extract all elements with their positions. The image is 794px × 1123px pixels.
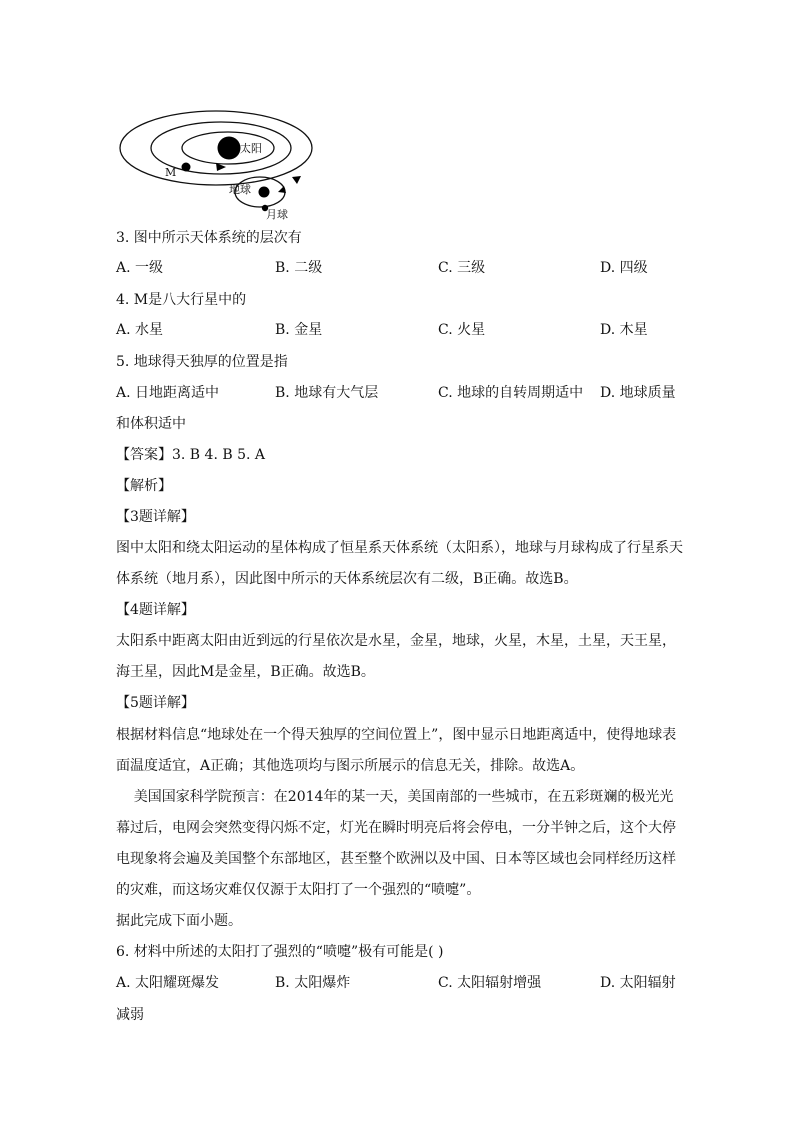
detail-3-title: 【3题详解】 xyxy=(116,509,195,525)
sun-icon xyxy=(218,137,241,160)
question-3-option-c: C. 三级 xyxy=(438,260,486,276)
detail-4-title: 【4题详解】 xyxy=(116,602,195,618)
solar-system-diagram xyxy=(116,106,328,222)
detail-5-line: 面温度适宜，A正确；其他选项均与图示所展示的信息无关，排除。故选A。 xyxy=(116,758,585,774)
detail-3-line: 体系统（地月系），因此图中所示的天体系统层次有二级，B正确。故选B。 xyxy=(116,571,578,587)
earth-icon xyxy=(259,187,270,198)
detail-4-line: 太阳系中距离太阳由近到远的行星依次是水星，金星，地球，火星，木星，土星，天王星， xyxy=(116,633,676,649)
detail-3-line: 图中太阳和绕太阳运动的星体构成了恒星系天体系统（太阳系），地球与月球构成了行星系天 xyxy=(116,540,683,556)
question-5-option-c: C. 地球的自转周期适中 xyxy=(438,385,584,401)
question-4-stem: 4. M是八大行星中的 xyxy=(116,292,247,308)
question-4-option-b: B. 金星 xyxy=(275,322,323,338)
question-6-option-b: B. 太阳爆炸 xyxy=(275,975,351,991)
question-3-stem: 3. 图中所示天体系统的层次有 xyxy=(116,230,302,246)
material-line: 电现象将会遍及美国整个东部地区，甚至整个欧洲以及中国、日本等区域也会同样经历这样 xyxy=(116,851,676,867)
m-label: M xyxy=(165,166,177,179)
detail-5-line: 根据材料信息“地球处在一个得天独厚的空间位置上”，图中显示日地距离适中，使得地球表 xyxy=(116,727,677,743)
moon-orbit-arrow-icon xyxy=(278,186,286,193)
material-instruction: 据此完成下面小题。 xyxy=(116,913,242,929)
analysis-title: 【解析】 xyxy=(116,478,172,494)
question-6-stem: 6. 材料中所述的太阳打了强烈的“喷嚏”极有可能是( ) xyxy=(116,944,444,960)
question-6-option-c: C. 太阳辐射增强 xyxy=(438,975,542,991)
m-planet-icon xyxy=(182,163,191,172)
question-5-option-b: B. 地球有大气层 xyxy=(275,385,379,401)
question-6-option-d: D. 太阳辐射 xyxy=(600,975,676,991)
question-5-option-a: A. 日地距离适中 xyxy=(116,385,220,401)
question-4-option-d: D. 木星 xyxy=(600,322,648,338)
question-3-option-b: B. 二级 xyxy=(275,260,323,276)
material-line: 美国国家科学院预言：在2014年的某一天，美国南部的一些城市，在五彩斑斓的极光光 xyxy=(116,789,674,805)
question-5-option-d: D. 地球质量 xyxy=(600,385,676,401)
detail-5-title: 【5题详解】 xyxy=(116,695,195,711)
orbit-arrow-icon xyxy=(292,176,301,184)
material-line: 幕过后，电网会突然变得闪烁不定，灯光在瞬时明亮后将会停电，一分半钟之后，这个大停 xyxy=(116,820,676,836)
sun-label: 太阳 xyxy=(240,142,262,155)
moon-label: 月球 xyxy=(266,208,288,221)
question-3-option-d: D. 四级 xyxy=(600,260,648,276)
question-4-option-a: A. 水星 xyxy=(116,322,164,338)
question-3-option-a: A. 一级 xyxy=(116,260,164,276)
answer-line: 【答案】3. B 4. B 5. A xyxy=(116,447,266,463)
question-4-option-c: C. 火星 xyxy=(438,322,486,338)
detail-4-line: 海王星，因此M是金星，B正确。故选B。 xyxy=(116,664,375,680)
material-line: 的灾难，而这场灾难仅仅源于太阳打了一个强烈的“喷嚏”。 xyxy=(116,882,481,898)
earth-label: 地球 xyxy=(229,183,251,196)
question-5-stem: 5. 地球得天独厚的位置是指 xyxy=(116,354,288,370)
question-5-option-d-continued: 和体积适中 xyxy=(116,416,186,432)
question-6-option-d-continued: 减弱 xyxy=(116,1007,144,1023)
question-6-option-a: A. 太阳耀斑爆发 xyxy=(116,975,220,991)
